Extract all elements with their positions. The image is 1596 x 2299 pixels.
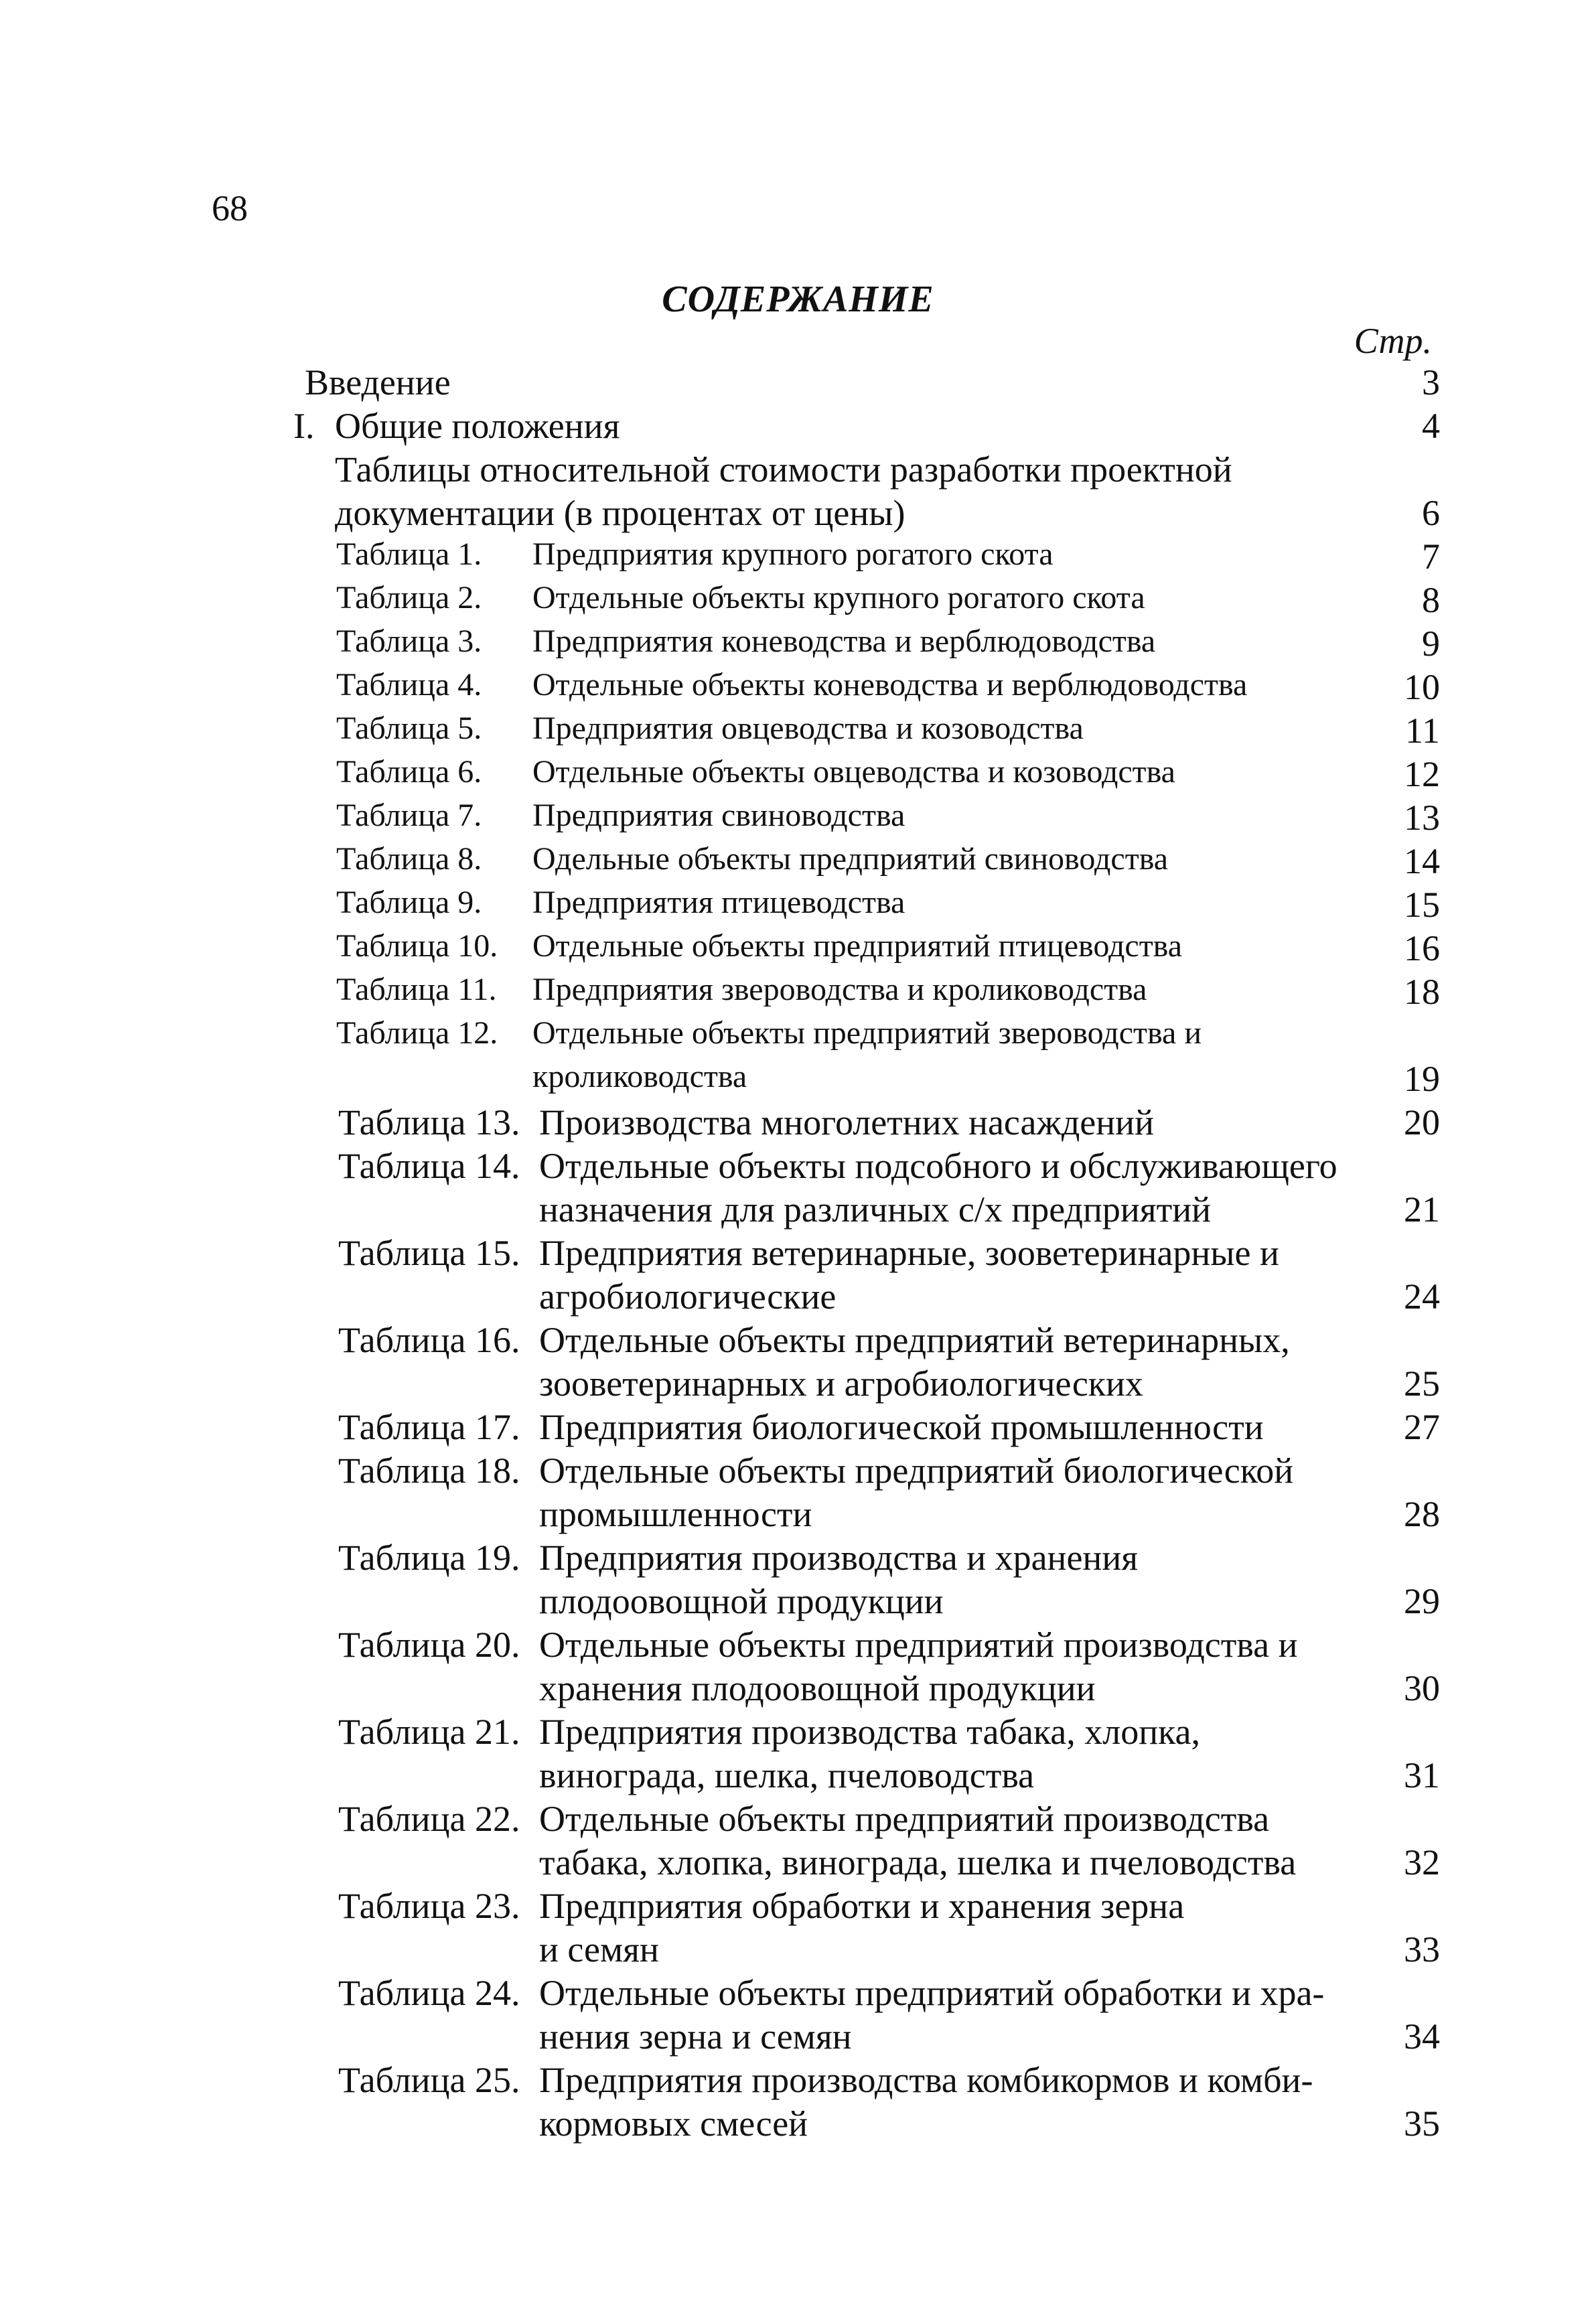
toc-entry-label: документации (в процентах от цены) xyxy=(335,493,905,533)
toc-entry-page: 30 xyxy=(1404,1668,1440,1708)
table-of-contents xyxy=(0,362,1596,2146)
toc-entry-label: Таблица 25. xyxy=(338,2060,520,2100)
toc-entry-page: 34 xyxy=(1404,2016,1440,2057)
toc-entry-title: агробиологические xyxy=(539,1276,837,1317)
toc-entry-title: Отдельные объекты предприятий биологической xyxy=(539,1451,1294,1491)
toc-entry xyxy=(0,362,1596,405)
toc-entry xyxy=(0,405,1596,449)
toc-entry-page: 35 xyxy=(1404,2103,1440,2144)
toc-entry-title: Отдельные объекты предприятий производства и xyxy=(539,1625,1298,1665)
page-column-label: Стр. xyxy=(1354,321,1432,361)
toc-entry xyxy=(0,1537,1596,1624)
toc-entry-title: Предприятия обработки и хранения зерна xyxy=(539,1886,1185,1926)
toc-entry-title: Отдельные объекты подсобного и обслуживающего xyxy=(539,1146,1337,1186)
toc-entry xyxy=(0,710,1596,753)
toc-entry-page: 15 xyxy=(1404,885,1440,925)
toc-entry-title: назначения для различных с/х предприятий xyxy=(539,1189,1212,1230)
toc-entry xyxy=(0,1015,1596,1102)
page-number: 68 xyxy=(212,188,248,228)
toc-entry-title: Отдельные объекты предприятий птицеводства xyxy=(532,928,1183,964)
toc-entry-title: Предприятия звероводства и кролиководства xyxy=(532,972,1147,1007)
toc-entry-title: Отдельные объекты крупного рогатого скота xyxy=(532,580,1145,615)
toc-entry-page: 29 xyxy=(1404,1581,1440,1621)
toc-entry xyxy=(0,1145,1596,1232)
toc-entry-title: Предприятия свиноводства xyxy=(532,798,905,833)
toc-entry-page: 4 xyxy=(1422,406,1440,446)
toc-entry-page: 33 xyxy=(1404,1929,1440,1970)
toc-entry-label: Таблица 12. xyxy=(336,1015,498,1051)
toc-entry-label: Таблица 13. xyxy=(338,1102,520,1142)
toc-entry-page: 19 xyxy=(1404,1059,1440,1099)
toc-entry xyxy=(0,2059,1596,2146)
toc-entry-label: Таблица 20. xyxy=(338,1625,520,1665)
toc-entry-title: Предприятия коневодства и верблюдоводства xyxy=(532,623,1156,659)
toc-entry xyxy=(0,1102,1596,1145)
toc-entry xyxy=(0,1624,1596,1711)
toc-entry-page: 28 xyxy=(1404,1494,1440,1534)
toc-entry-title: промышленности xyxy=(539,1494,812,1534)
toc-entry-title: нения зерна и семян xyxy=(539,2016,852,2057)
toc-entry-title: Предприятия ветеринарные, зооветеринарные и xyxy=(539,1233,1279,1273)
toc-entry-page: 16 xyxy=(1404,928,1440,968)
toc-entry-page: 7 xyxy=(1422,536,1440,577)
toc-entry xyxy=(0,579,1596,623)
toc-entry-page: 10 xyxy=(1404,667,1440,707)
toc-entry xyxy=(0,1319,1596,1406)
toc-entry-label: Таблицы относительной стоимости разработки проектной xyxy=(335,449,1232,490)
toc-entry-label: Таблица 2. xyxy=(336,580,482,615)
toc-entry-label: Таблица 17. xyxy=(338,1407,520,1447)
toc-entry-title: Отдельные объекты предприятий производства xyxy=(539,1799,1270,1839)
toc-entry-title: Отдельные объекты овцеводства и козоводства xyxy=(532,754,1175,790)
toc-entry xyxy=(0,492,1596,536)
toc-entry-page: 8 xyxy=(1422,580,1440,620)
toc-entry xyxy=(0,1798,1596,1885)
toc-entry-title: Предприятия птицеводства xyxy=(532,885,905,920)
toc-entry-label: Таблица 14. xyxy=(338,1146,520,1186)
toc-entry-label: Таблица 15. xyxy=(338,1233,520,1273)
toc-entry-title: табака, хлопка, винограда, шелка и пчеловодства xyxy=(539,1842,1297,1882)
toc-entry xyxy=(0,797,1596,840)
toc-entry-title: Предприятия биологической промышленности xyxy=(539,1407,1264,1447)
toc-entry-label: Таблица 18. xyxy=(338,1451,520,1491)
toc-entry xyxy=(0,928,1596,971)
toc-entry xyxy=(0,1885,1596,1972)
toc-entry xyxy=(0,1450,1596,1537)
toc-entry xyxy=(0,1232,1596,1319)
toc-entry-page: 9 xyxy=(1422,623,1440,664)
toc-entry-page: 12 xyxy=(1404,754,1440,794)
toc-entry xyxy=(0,666,1596,710)
toc-entry-label: Таблица 4. xyxy=(336,667,482,702)
toc-entry-label: Таблица 21. xyxy=(338,1712,520,1752)
toc-entry-page: 3 xyxy=(1422,362,1440,402)
toc-entry-label: Таблица 5. xyxy=(336,711,482,746)
toc-entry-title: Предприятия овцеводства и козоводства xyxy=(532,711,1084,746)
toc-entry-page: 21 xyxy=(1404,1189,1440,1230)
toc-entry-page: 27 xyxy=(1404,1407,1440,1447)
toc-entry-title: плодоовощной продукции xyxy=(539,1581,944,1621)
toc-entry xyxy=(0,449,1596,492)
toc-entry-title: винограда, шелка, пчеловодства xyxy=(539,1755,1035,1795)
toc-entry xyxy=(0,1972,1596,2059)
toc-entry-title: кролиководства xyxy=(532,1059,747,1094)
toc-entry-title: Предприятия производства и хранения xyxy=(539,1538,1139,1578)
toc-entry xyxy=(0,623,1596,666)
toc-entry-title: зооветеринарных и агробиологических xyxy=(539,1363,1143,1404)
toc-entry-label: Таблица 1. xyxy=(336,536,482,572)
toc-entry-title: кормовых смесей xyxy=(539,2103,808,2144)
toc-entry xyxy=(0,1406,1596,1450)
toc-entry-label: Таблица 23. xyxy=(338,1886,520,1926)
toc-entry-label: Таблица 7. xyxy=(336,798,482,833)
toc-entry-page: 14 xyxy=(1404,841,1440,881)
toc-entry-title: хранения плодоовощной продукции xyxy=(539,1668,1096,1708)
toc-entry-title: Отдельные объекты коневодства и верблюдоводства xyxy=(532,667,1248,702)
toc-entry xyxy=(0,884,1596,928)
toc-entry xyxy=(0,1711,1596,1798)
toc-entry-label: Таблица 3. xyxy=(336,623,482,659)
toc-entry-page: 20 xyxy=(1404,1102,1440,1142)
toc-entry-page: 25 xyxy=(1404,1363,1440,1404)
toc-entry xyxy=(0,971,1596,1015)
toc-entry-label: Таблица 24. xyxy=(338,1973,520,2013)
toc-entry-label: Таблица 8. xyxy=(336,841,482,877)
toc-entry-label: Таблица 22. xyxy=(338,1799,520,1839)
page-title: СОДЕРЖАНИЕ xyxy=(662,279,934,320)
toc-entry xyxy=(0,536,1596,579)
toc-entry xyxy=(0,753,1596,797)
toc-entry-title: Производства многолетних насаждений xyxy=(539,1102,1154,1142)
toc-entry-title: Отдельные объекты предприятий ветеринарных, xyxy=(539,1320,1290,1360)
toc-entry-title: Предприятия производства комбикормов и комби- xyxy=(539,2060,1313,2100)
toc-entry-label: Введение xyxy=(305,362,451,402)
toc-entry-title: Отдельные объекты предприятий обработки и хра- xyxy=(539,1973,1325,2013)
toc-entry-label: Таблица 16. xyxy=(338,1320,520,1360)
toc-entry-title: Предприятия производства табака, хлопка, xyxy=(539,1712,1200,1752)
toc-entry-title: Одельные объекты предприятий свиноводства xyxy=(532,841,1169,877)
toc-entry-page: 31 xyxy=(1404,1755,1440,1795)
toc-entry-label: Таблица 6. xyxy=(336,754,482,790)
toc-entry-label: Общие положения xyxy=(335,406,620,446)
toc-entry-page: 11 xyxy=(1405,711,1440,751)
toc-entry-label: Таблица 10. xyxy=(336,928,498,964)
toc-entry-page: 24 xyxy=(1404,1276,1440,1317)
toc-entry-title: Отдельные объекты предприятий звероводства и xyxy=(532,1015,1202,1051)
toc-entry xyxy=(0,840,1596,884)
toc-entry-title: и семян xyxy=(539,1929,659,1970)
toc-entry-label: Таблица 9. xyxy=(336,885,482,920)
section-number: I. xyxy=(293,406,315,446)
toc-entry-page: 13 xyxy=(1404,798,1440,838)
toc-entry-title: Предприятия крупного рогатого скота xyxy=(532,536,1054,572)
toc-entry-label: Таблица 11. xyxy=(336,972,497,1007)
toc-entry-page: 32 xyxy=(1404,1842,1440,1882)
toc-entry-page: 6 xyxy=(1422,493,1440,533)
toc-entry-label: Таблица 19. xyxy=(338,1538,520,1578)
toc-entry-page: 18 xyxy=(1404,972,1440,1012)
